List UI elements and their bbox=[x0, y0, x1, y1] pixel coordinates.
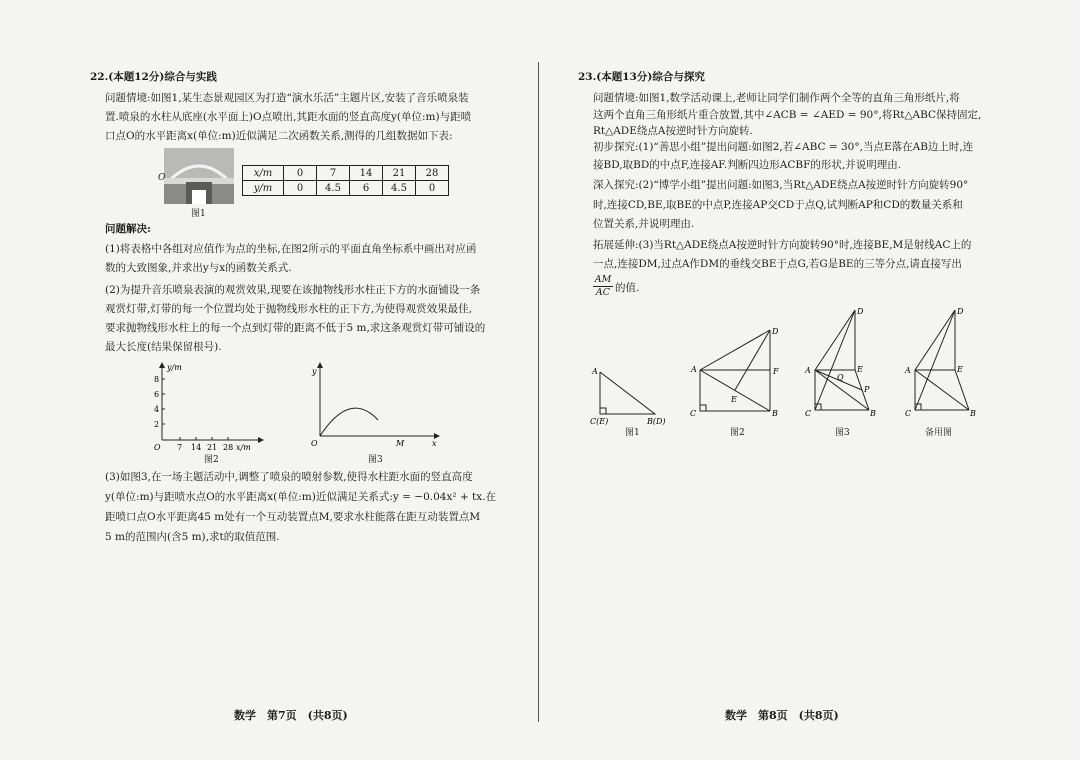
table-cell: 0 bbox=[416, 181, 449, 196]
fig3-label-q: Q bbox=[837, 373, 844, 382]
fig2-ytick: 2 bbox=[154, 420, 160, 429]
fig4-label-d: D bbox=[957, 307, 964, 316]
fig2-label-d: D bbox=[772, 327, 779, 336]
fig4-label-e: E bbox=[957, 365, 963, 374]
table-cell: 0 bbox=[284, 181, 317, 196]
fig2-label-a: A bbox=[691, 365, 697, 374]
fig2-caption: 图2 bbox=[204, 455, 219, 465]
q22-intro-line: 口点O的水平距离x(单位:m)近似满足二次函数关系,测得的几组数据如下表: bbox=[105, 130, 453, 142]
table-header-x: x/m bbox=[243, 166, 284, 181]
table-row bbox=[243, 166, 449, 181]
q22-part3-line: y(单位:m)与距喷水点O的水平距离x(单位:m)近似满足关系式:y = −0.04x² + tx.在 bbox=[105, 491, 497, 503]
q23-intro-line: 问题情境:如图1,数学活动课上,老师让同学们制作两个全等的直角三角形纸片,将 bbox=[593, 92, 960, 104]
fig2-ytick: 6 bbox=[154, 390, 160, 399]
fig2-label-f: F bbox=[773, 367, 779, 376]
fig2-xtick: 28 bbox=[223, 443, 234, 452]
fig3-point-m: M bbox=[396, 439, 405, 448]
fig2-ytick: 8 bbox=[154, 375, 160, 384]
q22-part2-line: 最大长度(结果保留根号). bbox=[105, 341, 222, 353]
q22-title: 22.(本题12分)综合与实践 bbox=[90, 71, 217, 83]
page-footer: 数学 第8页 (共8页) bbox=[725, 709, 839, 722]
fig3-origin: O bbox=[311, 439, 318, 448]
page-divider bbox=[538, 62, 539, 722]
q22-part2-line: (2)为提升音乐喷泉表演的观赏效果,现要在该抛物线形水柱正下方的水面铺设一条 bbox=[105, 284, 481, 296]
q23-fig4-caption: 备用图 bbox=[925, 428, 953, 438]
fig3-label-p: P bbox=[864, 385, 870, 394]
q22-part3-line: (3)如图3,在一场主题活动中,调整了喷泉的喷射参数,使得水柱距水面的竖直高度 bbox=[105, 471, 473, 483]
fig2-ytick: 4 bbox=[154, 405, 160, 414]
table-cell: 21 bbox=[383, 166, 416, 181]
q23-intro-line: 这两个直角三角形纸片重合放置,其中∠ACB = ∠AED = 90°,将Rt△ABC保持固定, bbox=[593, 109, 982, 121]
page-footer: 数学 第7页 (共8页) bbox=[234, 709, 348, 722]
q23-fig2-caption: 图2 bbox=[730, 428, 745, 438]
q22-part3-line: 距喷口点O水平距离45 m处有一个互动装置点M,要求水柱能落在距互动装置点M bbox=[105, 511, 481, 523]
q23-part2-line: 位置关系,并说明理由. bbox=[593, 218, 695, 230]
q23-part3-line: 一点,连接DM,过点A作DM的垂线交BE于点G,若G是BE的三等分点,请直接写出 bbox=[593, 258, 962, 270]
fig3-caption: 图3 bbox=[368, 455, 383, 465]
table-row bbox=[243, 181, 449, 196]
fig4-label-a: A bbox=[905, 366, 911, 375]
fig4-label-b: B bbox=[970, 409, 976, 418]
q22-part1-line: (1)将表格中各组对应值作为点的坐标,在图2所示的平面直角坐标系中画出对应函 bbox=[105, 243, 477, 255]
table-header-y: y/m bbox=[243, 181, 284, 196]
fraction bbox=[593, 274, 613, 299]
q23-fig3 bbox=[807, 308, 887, 418]
q23-part1-line: 接BD,取BD的中点F,连接AF.判断四边形ACBF的形状,并说明理由. bbox=[593, 159, 902, 171]
fig2-xtick: 21 bbox=[207, 443, 218, 452]
fig3-label-c: C bbox=[805, 409, 812, 418]
fig2-label-e: E bbox=[731, 395, 737, 404]
fig3-xlabel: x bbox=[432, 439, 437, 448]
q23-fig1 bbox=[590, 367, 670, 428]
q22-part2-line: 要求抛物线形水柱上的每一个点到灯带的距离不低于5 m,求这条观赏灯带可铺设的 bbox=[105, 322, 486, 334]
table-cell: 7 bbox=[317, 166, 350, 181]
q23-intro-line: Rt△ADE绕点A按逆时针方向旋转. bbox=[593, 125, 753, 137]
fig3-label-e: E bbox=[857, 365, 863, 374]
fig2-label-c: C bbox=[690, 409, 697, 418]
fig3-ylabel: y bbox=[312, 367, 317, 376]
fig1-caption: 图1 bbox=[191, 209, 206, 219]
table-cell: 6 bbox=[350, 181, 383, 196]
fig4-label-c: C bbox=[905, 409, 912, 418]
fraction-numerator: AM bbox=[594, 274, 612, 285]
q23-title: 23.(本题13分)综合与探究 bbox=[578, 71, 705, 83]
fig3-label-d: D bbox=[857, 307, 864, 316]
q22-intro-line: 问题情境:如图1,某生态景观园区为打造“演水乐活”主题片区,安装了音乐喷泉装 bbox=[105, 92, 469, 104]
fig3-label-a: A bbox=[805, 366, 811, 375]
q23-fig2 bbox=[690, 327, 785, 418]
page-8 bbox=[545, 0, 1080, 760]
fig2-xlabel: x/m bbox=[236, 443, 251, 452]
table-cell: 4.5 bbox=[383, 181, 416, 196]
fig3-parabola bbox=[320, 408, 378, 436]
q23-fig3-caption: 图3 bbox=[835, 428, 850, 438]
fig2-origin: O bbox=[154, 443, 161, 452]
fig2-axes bbox=[150, 362, 270, 452]
data-table bbox=[242, 165, 449, 196]
fig3-label-b: B bbox=[870, 409, 876, 418]
fraction-tail: 的值. bbox=[615, 282, 640, 294]
q23-part2-line: 深入探究:(2)“博学小组”提出问题:如图3,当Rt△ADE绕点A按逆时针方向旋转90° bbox=[593, 179, 969, 191]
q22-part2-line: 观赏灯带,灯带的每一个位置均处于抛物线形水柱的正下方,为使得观赏效果最佳, bbox=[105, 303, 473, 315]
table-cell: 28 bbox=[416, 166, 449, 181]
fig1-point-o: O bbox=[158, 173, 166, 183]
table-cell: 14 bbox=[350, 166, 383, 181]
fraction-denominator: AC bbox=[595, 287, 611, 298]
fig1-label-b: B(D) bbox=[647, 417, 666, 426]
q23-part3-line: 拓展延伸:(3)当Rt△ADE绕点A按逆时针方向旋转90°时,连接BE,M是射线AC上的 bbox=[593, 239, 972, 251]
fig1-label-a: A bbox=[592, 367, 598, 376]
fig1-label-c: C(E) bbox=[590, 417, 609, 426]
q22-intro-line: 置.喷泉的水柱从底座(水平面上)O点喷出,其距水面的竖直高度y(单位:m)与距喷 bbox=[105, 111, 472, 123]
table-cell: 4.5 bbox=[317, 181, 350, 196]
q23-part1-line: 初步探究:(1)“善思小组”提出问题:如图2,若∠ABC = 30°,当点E落在AB边上时,连 bbox=[593, 141, 974, 153]
fig2-xtick: 14 bbox=[191, 443, 202, 452]
q23-part2-line: 时,连接CD,BE,取BE的中点P,连接AP交CD于点Q,试判断AP和CD的数量关系和 bbox=[593, 199, 963, 211]
fountain-photo bbox=[164, 148, 234, 204]
q23-fig4 bbox=[907, 308, 987, 418]
q23-fig1-caption: 图1 bbox=[625, 428, 640, 438]
fig3-axes bbox=[310, 362, 440, 452]
table-cell: 0 bbox=[284, 166, 317, 181]
q22-part1-line: 数的大致图象,并求出y与x的函数关系式. bbox=[105, 262, 292, 274]
q22-part3-line: 5 m的范围内(含5 m),求t的取值范围. bbox=[105, 531, 280, 543]
fig2-xtick: 7 bbox=[177, 443, 183, 452]
fig2-label-b: B bbox=[772, 409, 778, 418]
solve-title: 问题解决: bbox=[105, 223, 151, 235]
fig2-ylabel: y/m bbox=[167, 363, 182, 372]
